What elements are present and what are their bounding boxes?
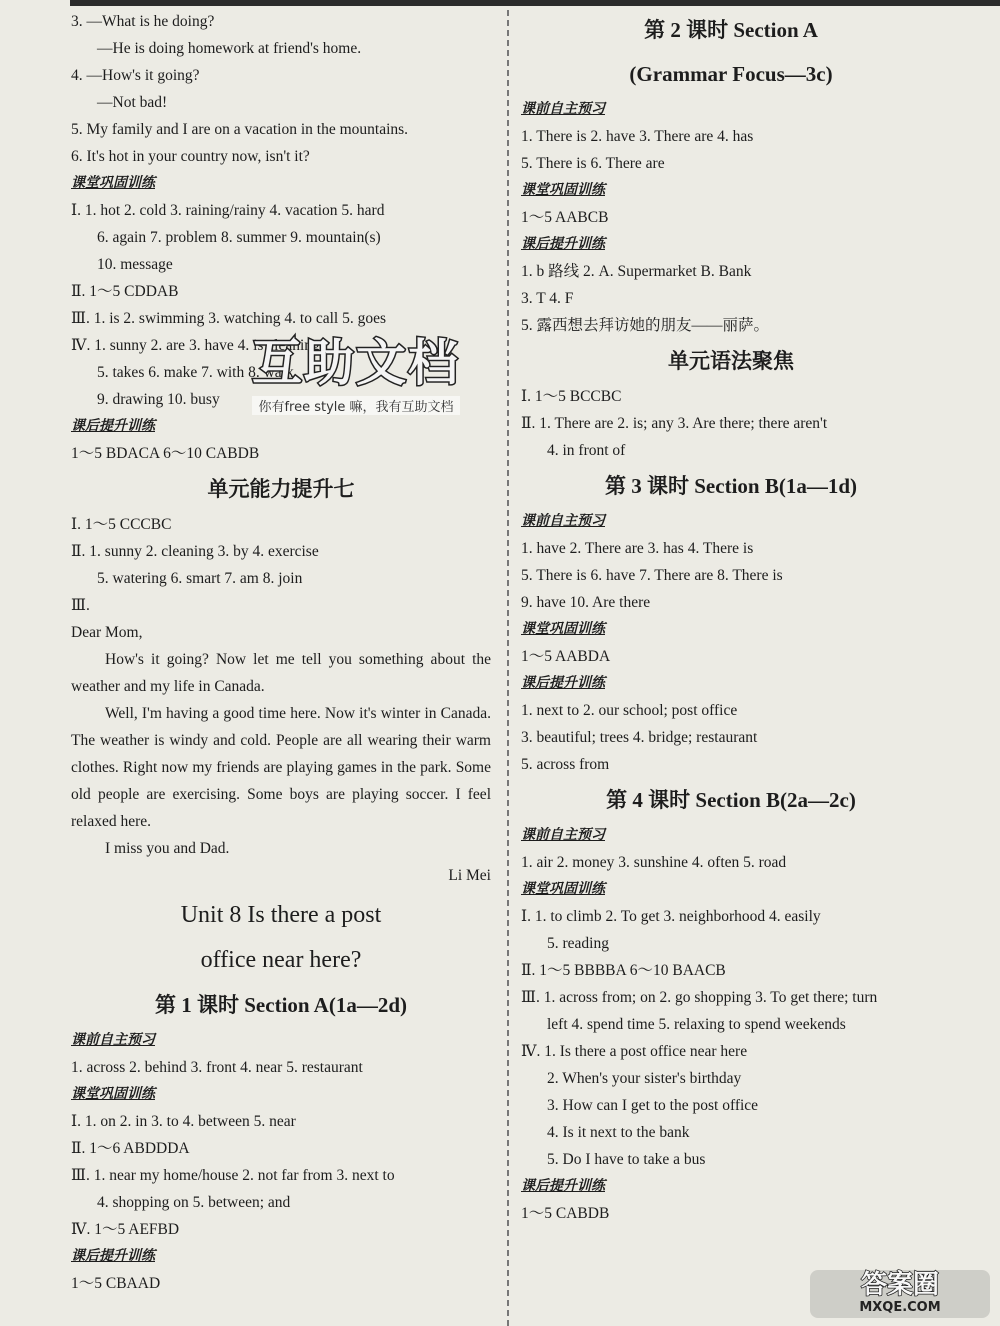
- letter-signature: Li Mei: [448, 867, 491, 884]
- answer-line: 3. How can I get to the post office: [547, 1097, 759, 1114]
- answer-line: Ⅲ. 1. is 2. swimming 3. watching 4. to call 5. goes: [71, 310, 387, 327]
- unit8-title: Unit 8 Is there a post: [180, 902, 382, 928]
- answer-line: 1～5 CBAAD: [71, 1275, 161, 1292]
- answer-line: 1. next to 2. our school; post office: [521, 702, 738, 719]
- answer-line: 4. in front of: [547, 442, 626, 459]
- answer-line: Ⅰ. 1. to climb 2. To get 3. neighborhood 4. easily: [521, 908, 821, 925]
- answer-line: 1. have 2. There are 3. has 4. There is: [521, 540, 754, 557]
- answer-line: 5. 露西想去拜访她的朋友——丽萨。: [521, 317, 770, 334]
- answer-line: 3. T 4. F: [521, 290, 574, 307]
- answer-line: 1～5 AABDA: [521, 648, 611, 665]
- answer-line: 1. There is 2. have 3. There are 4. has: [521, 128, 754, 145]
- answer-line: 6. again 7. problem 8. summer 9. mountain(s): [97, 229, 381, 246]
- section-label-keqian: 课前自主预习: [71, 1032, 155, 1048]
- answer-line: 9. drawing 10. busy: [97, 391, 220, 408]
- lesson2-heading: 第 2 课时 Section A: [644, 18, 818, 42]
- letter-paragraph: Well, I'm having a good time here. Now it's winter in Canada. The weather is windy and cold. People are all wearing their warm clothes. Right now my friends are playing games in the park. Some old people are exercising. Some boys are playing soccer. I feel relaxed here.: [71, 705, 491, 830]
- answer-line: 5. There is 6. There are: [521, 155, 665, 172]
- lesson4-heading: 第 4 课时 Section B(2a—2c): [606, 788, 856, 812]
- answer-line: 4. shopping on 5. between; and: [97, 1194, 291, 1211]
- answer-line: 5. takes 6. make 7. with 8. walk: [97, 364, 294, 381]
- section-label-ketang: 课堂巩固训练: [71, 1086, 155, 1102]
- section-label-kehou: 课后提升训练: [521, 675, 605, 691]
- answer-line: 2. When's your sister's birthday: [547, 1070, 742, 1087]
- section-label-keqian: 课前自主预习: [521, 101, 605, 117]
- section-label-kehou: 课后提升训练: [521, 1178, 605, 1194]
- section-label-kehou: 课后提升训练: [71, 418, 155, 434]
- unit7-review-heading: 单元能力提升七: [207, 477, 355, 501]
- answer-line: Ⅱ. 1～6 ABDDDA: [71, 1140, 190, 1157]
- answer-line: Ⅲ. 1. near my home/house 2. not far from 3. next to: [71, 1167, 395, 1184]
- answer-line: Ⅲ. 1. across from; on 2. go shopping 3. To get there; turn: [521, 989, 878, 1006]
- top-border: [70, 0, 1000, 6]
- answer-line: 5. There is 6. have 7. There are 8. There is: [521, 567, 783, 584]
- answer-line: 1～5 BDACA 6～10 CABDB: [71, 445, 260, 462]
- answer-line: Ⅰ. 1～5 BCCBC: [521, 388, 622, 405]
- answer-line: 4. Is it next to the bank: [547, 1124, 690, 1141]
- section-label-keqian: 课前自主预习: [521, 513, 605, 529]
- answer-line: 10. message: [97, 256, 173, 273]
- answer-line: Ⅰ. 1. hot 2. cold 3. raining/rainy 4. vacation 5. hard: [71, 202, 385, 219]
- site-logo: [810, 1270, 990, 1318]
- answer-line: 1. b 路线 2. A. Supermarket B. Bank: [521, 263, 752, 280]
- answer-line: 5. reading: [547, 935, 609, 952]
- answer-line: Ⅳ. 1. sunny 2. are 3. have 4. is cleaning: [71, 337, 320, 354]
- answer-line: left 4. spend time 5. relaxing to spend weekends: [547, 1016, 846, 1033]
- column-divider: [507, 10, 509, 1326]
- section-label-keqian: 课前自主预习: [521, 827, 605, 843]
- answer-line: 1～5 CABDB: [521, 1205, 610, 1222]
- section-label-kehou: 课后提升训练: [71, 1248, 155, 1264]
- letter-greeting: Dear Mom,: [71, 624, 143, 641]
- section-label-ketang: 课堂巩固训练: [521, 182, 605, 198]
- answer-line: Ⅱ. 1. sunny 2. cleaning 3. by 4. exercise: [71, 543, 319, 560]
- watermark-subtitle: 你有free style 嘛，我有互助文档: [252, 396, 460, 415]
- answer-line: Ⅲ.: [71, 597, 90, 614]
- grammar-focus-heading: 单元语法聚焦: [668, 349, 794, 373]
- answer-line: 3. beautiful; trees 4. bridge; restaurant: [521, 729, 758, 746]
- answer-line: Ⅱ. 1. There are 2. is; any 3. Are there; there aren't: [521, 415, 828, 432]
- watermark-title: 互助文档: [252, 334, 460, 392]
- section-label-ketang: 课堂巩固训练: [521, 881, 605, 897]
- logo-url: MXQE.COM: [859, 1300, 941, 1315]
- letter-paragraph: How's it going? Now let me tell you something about the weather and my life in Canada.: [71, 651, 491, 695]
- answer-line: 5. across from: [521, 756, 610, 773]
- left-column: [71, 8, 491, 1297]
- answer-line: 3. —What is he doing?: [71, 13, 215, 30]
- answer-line: Ⅰ. 1～5 CCCBC: [71, 516, 172, 533]
- lesson1-heading: 第 1 课时 Section A(1a—2d): [155, 993, 407, 1017]
- answer-line: 5. My family and I are on a vacation in the mountains.: [71, 121, 409, 138]
- answer-line: Ⅱ. 1～5 CDDAB: [71, 283, 179, 300]
- answer-line: 5. watering 6. smart 7. am 8. join: [97, 570, 303, 587]
- answer-line: 1. air 2. money 3. sunshine 4. often 5. road: [521, 854, 787, 871]
- lesson3-heading: 第 3 课时 Section B(1a—1d): [605, 474, 857, 498]
- answer-line: Ⅰ. 1. on 2. in 3. to 4. between 5. near: [71, 1113, 296, 1130]
- answer-line: —Not bad!: [97, 94, 168, 111]
- answer-line: 1. across 2. behind 3. front 4. near 5. restaurant: [71, 1059, 363, 1076]
- answer-line: —He is doing homework at friend's home.: [97, 40, 362, 57]
- lesson2-heading: (Grammar Focus—3c): [629, 62, 833, 86]
- letter-paragraph: I miss you and Dad.: [105, 840, 230, 857]
- answer-line: 4. —How's it going?: [71, 67, 200, 84]
- answer-line: 1～5 AABCB: [521, 209, 609, 226]
- logo-text: 答案圈: [860, 1270, 939, 1300]
- right-column: [521, 8, 941, 1227]
- answer-line: 9. have 10. Are there: [521, 594, 651, 611]
- section-label-ketang: 课堂巩固训练: [521, 621, 605, 637]
- answer-line: Ⅳ. 1～5 AEFBD: [71, 1221, 180, 1238]
- answer-line: Ⅳ. 1. Is there a post office near here: [521, 1043, 748, 1060]
- section-label-ketang: 课堂巩固训练: [71, 175, 155, 191]
- answer-line: 6. It's hot in your country now, isn't it?: [71, 148, 310, 165]
- answer-line: 5. Do I have to take a bus: [547, 1151, 706, 1168]
- section-label-kehou: 课后提升训练: [521, 236, 605, 252]
- answer-line: Ⅱ. 1～5 BBBBA 6～10 BAACB: [521, 962, 726, 979]
- unit8-title: office near here?: [200, 947, 362, 973]
